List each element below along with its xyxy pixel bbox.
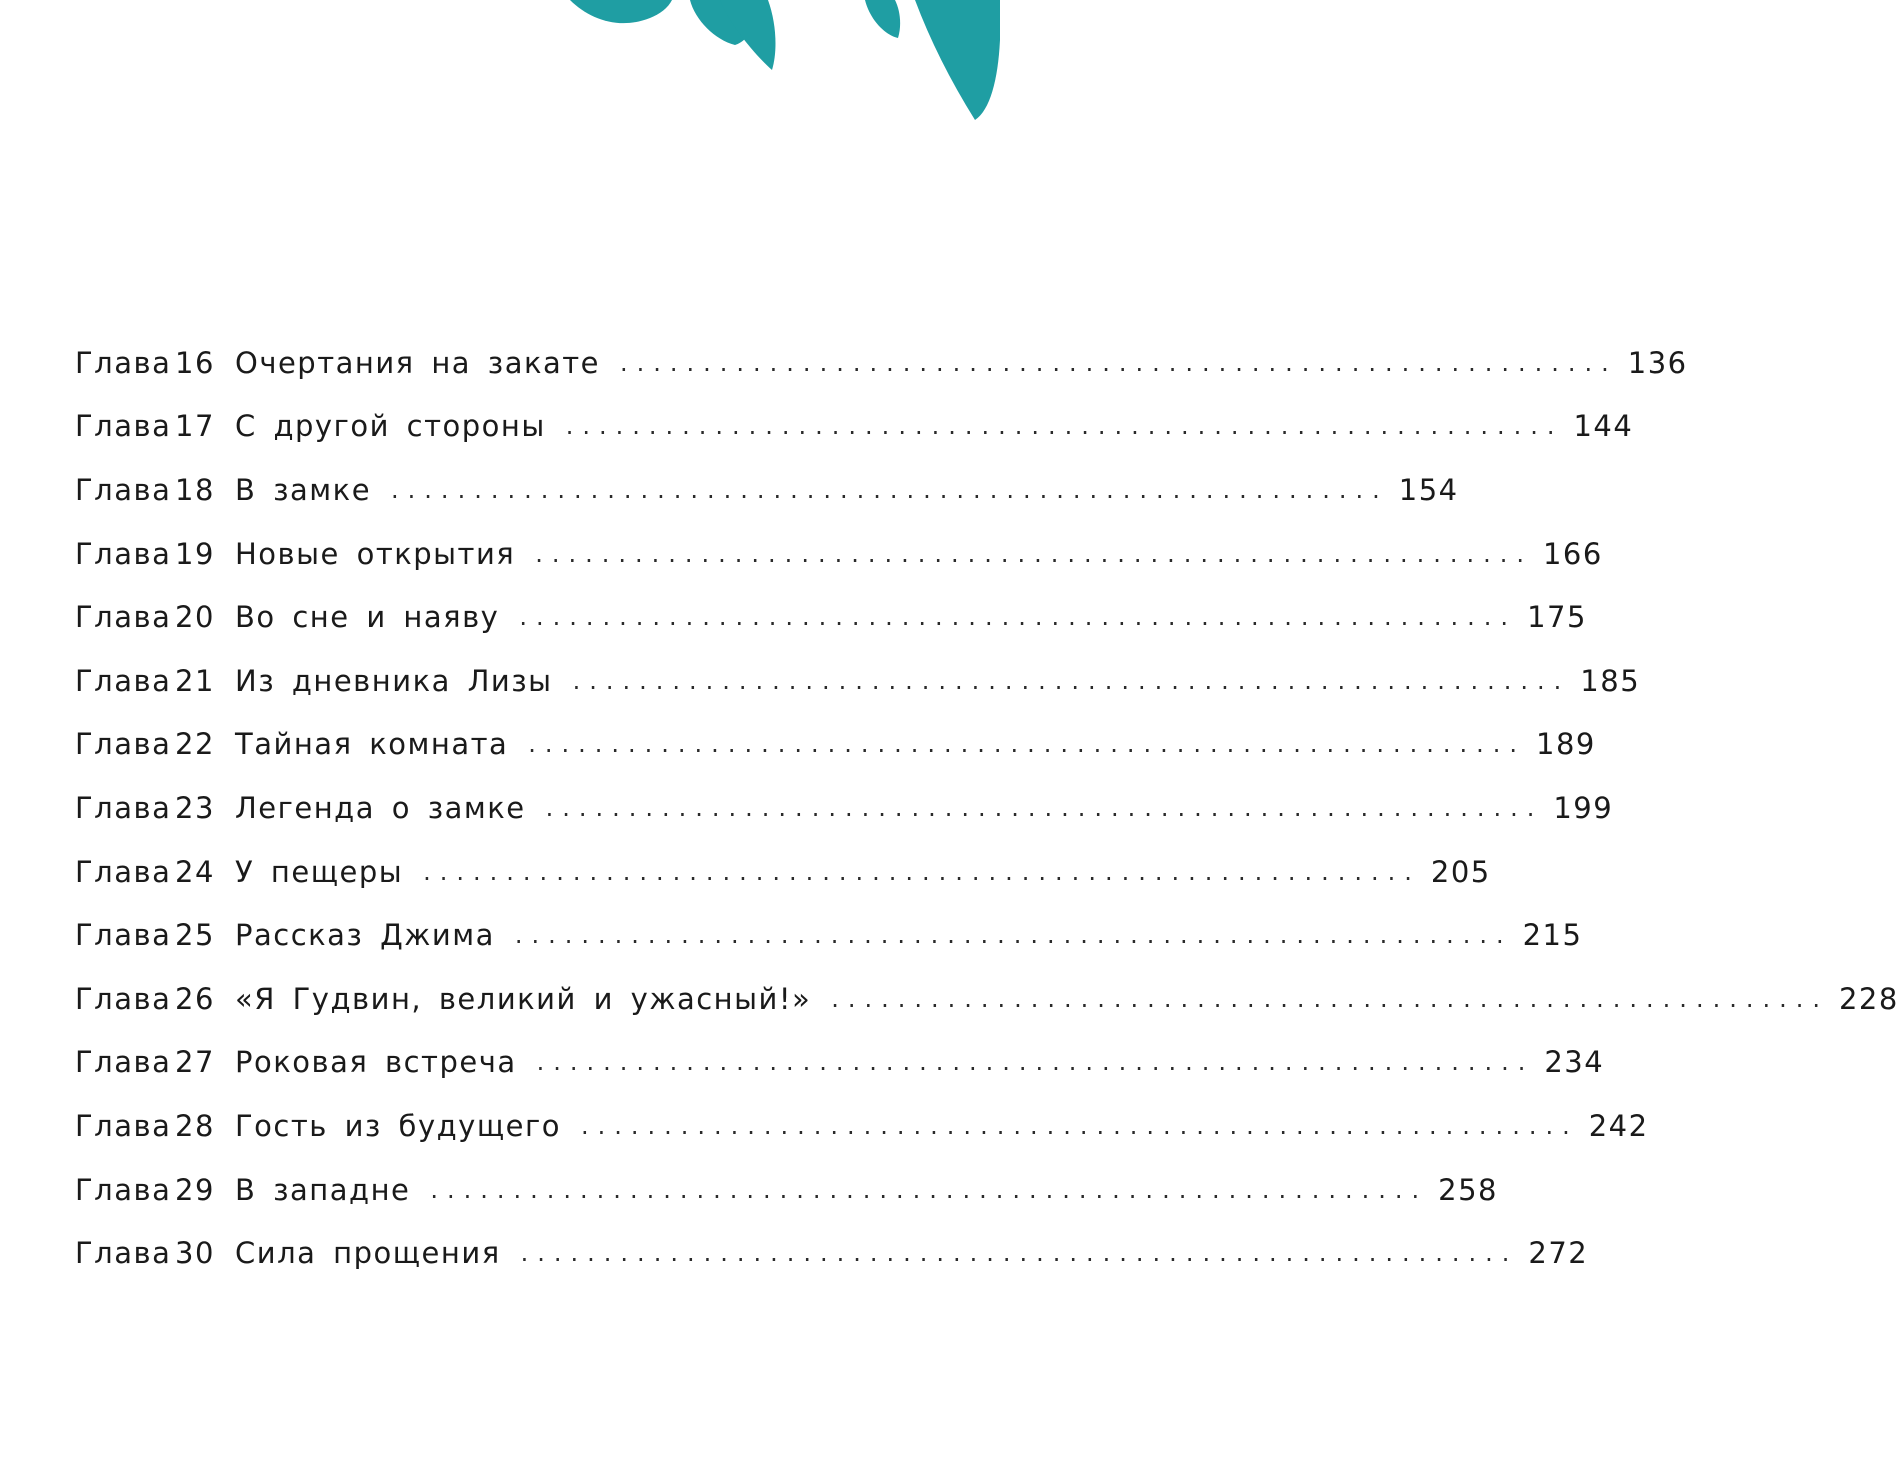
chapter-title: У пещеры: [235, 854, 404, 889]
chapter-title: «Я Гудвин, великий и ужасный!»: [235, 981, 812, 1016]
chapter-title: Тайная комната: [235, 727, 509, 762]
chapter-number: 29: [175, 1172, 215, 1207]
page-number: 234: [1544, 1045, 1605, 1080]
chapter-label: Глава: [75, 600, 172, 635]
chapter-title: С другой стороны: [235, 409, 546, 444]
dot-leader: ............................................................: [519, 603, 1518, 632]
chapter-label: Глава: [75, 918, 172, 953]
toc-entry[interactable]: [75, 776, 1614, 840]
chapter-label: Глава: [75, 790, 172, 825]
dot-leader: ............................................................: [572, 666, 1571, 695]
page-number: 166: [1542, 536, 1603, 571]
chapter-title: Роковая встреча: [235, 1045, 517, 1080]
chapter-title: Новые открытия: [235, 536, 516, 571]
dot-leader: ............................................................: [430, 1175, 1429, 1204]
toc-entry[interactable]: [75, 649, 1641, 713]
chapter-number: 28: [175, 1108, 215, 1143]
chapter-label: Глава: [75, 1108, 172, 1143]
toc-entry[interactable]: [75, 713, 1596, 777]
chapter-title: Легенда о замке: [235, 790, 526, 825]
chapter-title: В замке: [235, 472, 372, 507]
chapter-title: В западне: [235, 1172, 411, 1207]
page-number: 185: [1580, 663, 1641, 698]
chapter-number: 25: [175, 918, 215, 953]
chapter-number: 19: [175, 536, 215, 571]
chapter-number: 16: [175, 345, 215, 380]
chapter-label: Глава: [75, 854, 172, 889]
teal-leaves-icon: [520, 0, 1000, 140]
dot-leader: ............................................................: [620, 348, 1618, 377]
dot-leader: ............................................................: [520, 1239, 1519, 1268]
chapter-number: 18: [175, 472, 215, 507]
chapter-number: 17: [175, 409, 215, 444]
toc-entry[interactable]: [75, 1031, 1605, 1095]
chapter-label: Глава: [75, 1172, 172, 1207]
page-number: 258: [1438, 1172, 1498, 1207]
chapter-label: Глава: [75, 727, 172, 762]
chapter-label: Глава: [75, 981, 172, 1016]
chapter-number: 20: [175, 600, 215, 635]
page-number: 228: [1838, 981, 1899, 1016]
page-number: 199: [1553, 790, 1614, 825]
chapter-label: Глава: [75, 409, 172, 444]
toc-entry[interactable]: [75, 585, 1587, 649]
chapter-title: Из дневника Лизы: [235, 663, 553, 698]
page-number: 136: [1627, 345, 1688, 380]
page-number: 189: [1536, 727, 1596, 762]
chapter-title: Во сне и наяву: [235, 600, 500, 635]
dot-leader: ............................................................: [391, 475, 1389, 504]
chapter-number: 27: [175, 1045, 215, 1080]
dot-leader: ............................................................: [535, 539, 1533, 568]
toc-entry[interactable]: [75, 967, 1899, 1031]
page-number: 242: [1588, 1108, 1649, 1143]
page-number: 215: [1522, 918, 1583, 953]
chapter-title: Гость из будущего: [235, 1108, 561, 1143]
page-number: 175: [1527, 600, 1587, 635]
toc-entry[interactable]: [75, 1094, 1649, 1158]
chapter-number: 22: [175, 727, 215, 762]
page-number: 272: [1528, 1236, 1589, 1271]
chapter-number: 24: [175, 854, 215, 889]
chapter-label: Глава: [75, 1045, 172, 1080]
chapter-number: 23: [175, 790, 215, 825]
toc-entry[interactable]: [75, 331, 1688, 395]
toc-entry[interactable]: [75, 1158, 1498, 1222]
dot-leader: ............................................................: [528, 730, 1526, 759]
toc-entry[interactable]: [75, 458, 1459, 522]
chapter-label: Глава: [75, 536, 172, 571]
chapter-label: Глава: [75, 1236, 172, 1271]
page-number: 144: [1573, 409, 1634, 444]
chapter-title: Рассказ Джима: [235, 918, 495, 953]
dot-leader: ............................................................: [831, 984, 1829, 1013]
toc-entry[interactable]: [75, 903, 1583, 967]
toc-entry[interactable]: [75, 1221, 1589, 1285]
chapter-number: 21: [175, 663, 215, 698]
chapter-title: Сила прощения: [235, 1236, 501, 1271]
dot-leader: ............................................................: [536, 1048, 1535, 1077]
page-number: 205: [1430, 854, 1491, 889]
chapter-number: 30: [175, 1236, 215, 1271]
chapter-label: Глава: [75, 472, 172, 507]
chapter-label: Глава: [75, 663, 172, 698]
page-number: 154: [1398, 472, 1459, 507]
chapter-title: Очертания на закате: [235, 345, 601, 380]
dot-leader: ............................................................: [545, 793, 1544, 822]
chapter-label: Глава: [75, 345, 172, 380]
table-of-contents: [75, 331, 1899, 1285]
dot-leader: ............................................................: [580, 1111, 1579, 1140]
dot-leader: ............................................................: [423, 857, 1421, 886]
dot-leader: ............................................................: [514, 921, 1513, 950]
toc-entry[interactable]: [75, 522, 1603, 586]
dot-leader: ............................................................: [565, 412, 1564, 441]
toc-entry[interactable]: [75, 395, 1634, 459]
chapter-number: 26: [175, 981, 215, 1016]
toc-entry[interactable]: [75, 840, 1491, 904]
